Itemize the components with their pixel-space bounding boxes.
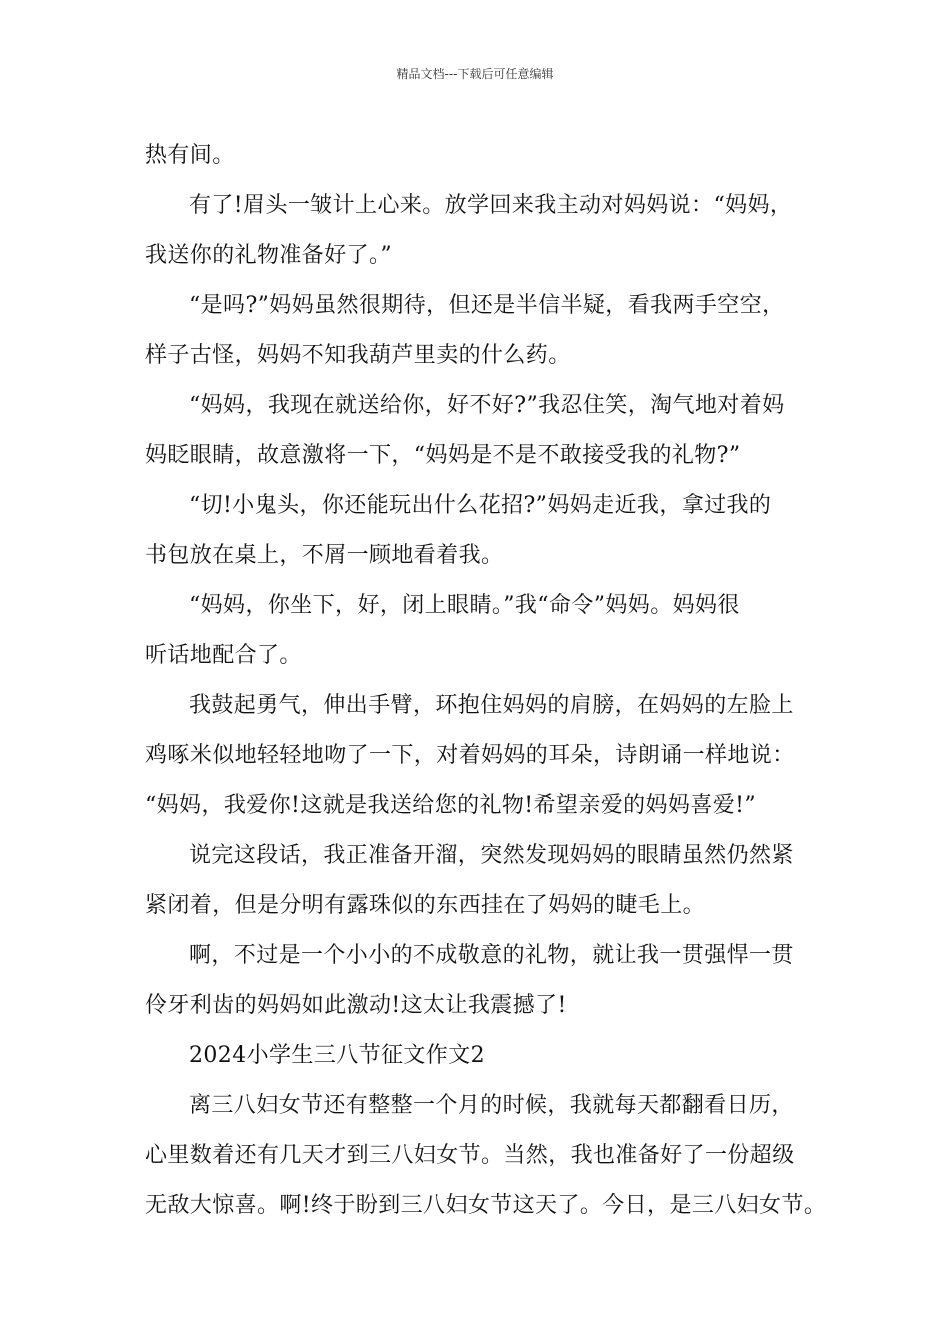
- text-line: 啊，不过是一个小小的不成敬意的礼物，就让我一贯强悍一贯: [189, 943, 794, 968]
- text-line: “妈妈，我现在就送给你，好不好?”我忍住笑，淘气地对着妈: [189, 393, 785, 418]
- text-line: 无敌大惊喜。啊!终于盼到三八妇女节这天了。今日，是三八妇女节。: [145, 1193, 827, 1218]
- text-line: 鸡啄米似地轻轻地吻了一下，对着妈妈的耳朵，诗朗诵一样地说：: [145, 743, 795, 768]
- text-line: 热有间。: [145, 143, 235, 168]
- text-line: 说完这段话，我正准备开溜，突然发现妈妈的眼睛虽然仍然紧: [189, 843, 794, 868]
- text-line: 我鼓起勇气，伸出手臂，环抱住妈妈的肩膀，在妈妈的左脸上: [189, 693, 794, 718]
- text-line: 样子古怪，妈妈不知我葫芦里卖的什么药。: [145, 343, 571, 368]
- page-header: 精品文档---下载后可任意编辑: [396, 67, 554, 81]
- text-line: 离三八妇女节还有整整一个月的时候，我就每天都翻看日历，: [189, 1093, 794, 1118]
- text-line: 伶牙利齿的妈妈如此激动!这太让我震撼了!: [145, 993, 567, 1018]
- text-line: “妈妈，你坐下，好，闭上眼睛。”我“命令”妈妈。妈妈很: [189, 593, 740, 618]
- text-line: “是吗?”妈妈虽然很期待，但还是半信半疑，看我两手空空，: [189, 293, 785, 318]
- text-line: 听话地配合了。: [145, 643, 302, 668]
- text-line: “妈妈，我爱你!这就是我送给您的礼物!希望亲爱的妈妈喜爱!”: [145, 793, 757, 818]
- text-line: “切!小鬼头，你还能玩出什么花招?”妈妈走近我，拿过我的: [189, 493, 772, 518]
- text-line: 心里数着还有几天才到三八妇女节。当然，我也准备好了一份超级: [145, 1143, 795, 1168]
- text-line: 我送你的礼物准备好了。”: [145, 243, 393, 268]
- text-line: 有了!眉头一皱计上心来。放学回来我主动对妈妈说：“妈妈，: [189, 193, 793, 218]
- text-line: 紧闭着，但是分明有露珠似的东西挂在了妈妈的睫毛上。: [145, 893, 706, 918]
- text-line: 妈眨眼睛，故意激将一下，“妈妈是不是不敢接受我的礼物?”: [145, 443, 741, 468]
- text-line: 书包放在桌上，不屑一顾地看着我。: [145, 543, 504, 568]
- section-heading: 2024小学生三八节征文作文2: [189, 1043, 485, 1068]
- document-body: [145, 131, 825, 1231]
